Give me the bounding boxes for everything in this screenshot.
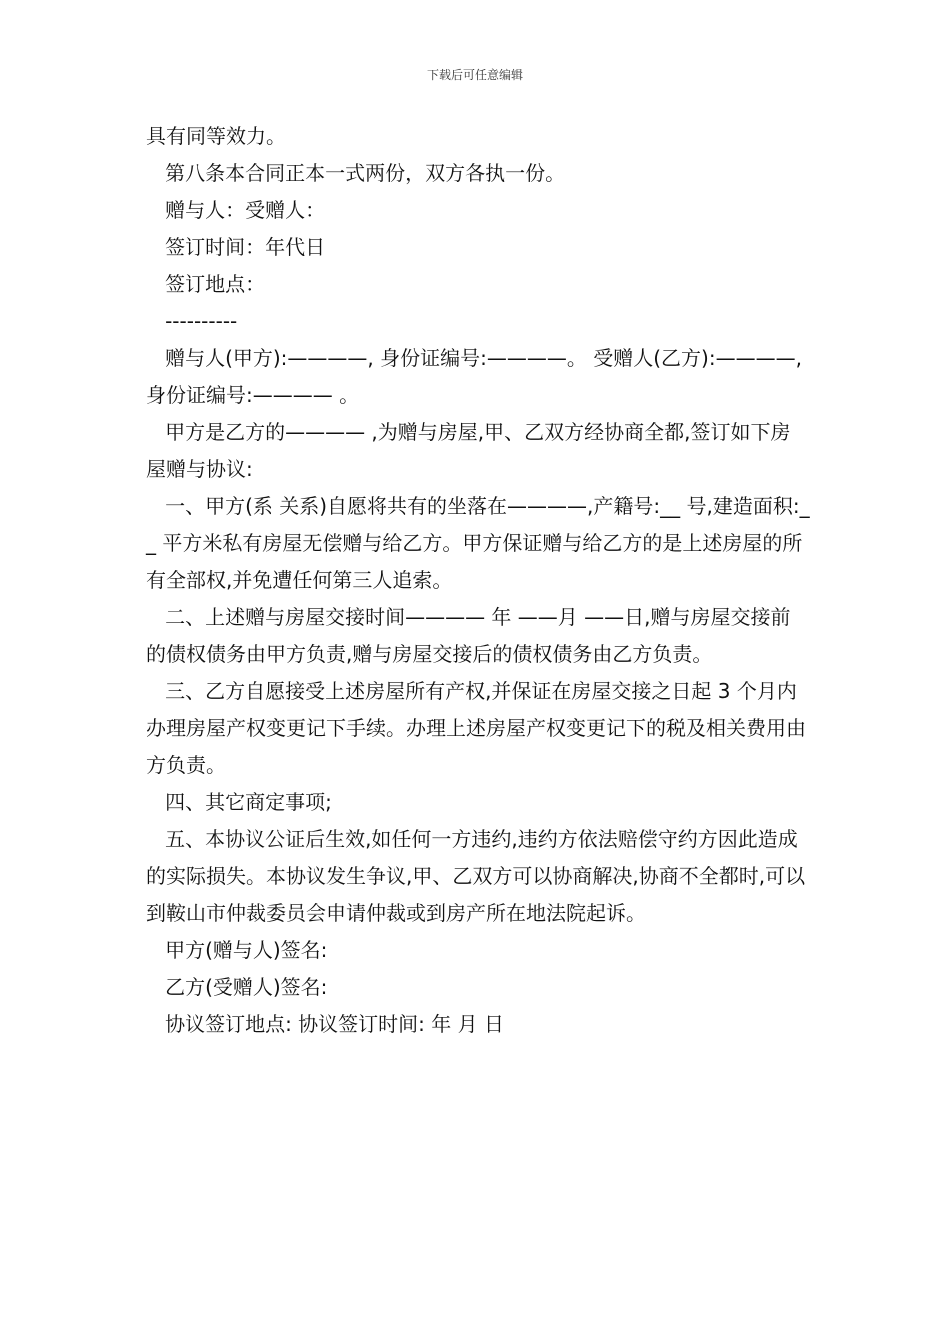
paragraph-parties: 赠与人(甲方):————, 身份证编号:————。 受赠人(乙方):————, 身份证编号:———— 。 — [146, 346, 809, 407]
paragraph-2: 第八条本合同正本一式两份，双方各执一份。 — [146, 161, 566, 185]
paragraph-clause-2: 二、上述赠与房屋交接时间———— 年 ——月 ——日,赠与房屋交接前的债权债务由甲方负责,赠与房屋交接后的债权债务由乙方负责。 — [146, 605, 791, 666]
paragraph-clause-1: 一、甲方(系 关系)自愿将共有的坐落在————,产籍号:__ 号,建造面积:__ 平方米私有房屋无偿赠与给乙方。甲方保证赠与给乙方的是上述房屋的所有全部权,并免遭任何第三人追索。 — [146, 494, 810, 592]
paragraph-4: 签订时间：年代日 — [146, 235, 326, 259]
document-body — [146, 118, 813, 1043]
paragraph-3: 赠与人：受赠人： — [146, 198, 326, 222]
signature-party-a: 甲方(赠与人)签名: — [146, 938, 328, 962]
paragraph-5: 签订地点： — [146, 272, 266, 296]
paragraph-clause-5: 五、本协议公证后生效,如任何一方违约,违约方依法赔偿守约方因此造成的实际损失。本协议发生争议,甲、乙双方可以协商解决,协商不全都时,可以到鞍山市仲裁委员会申请仲裁或到房产所在地法院起诉。 — [146, 827, 806, 925]
paragraph-clause-3: 三、乙方自愿接受上述房屋所有产权,并保证在房屋交接之日起 3 个月内办理房屋产权变更记下手续。办理上述房屋产权变更记下的税及相关费用由 方负责。 — [146, 679, 813, 777]
paragraph-1: 具有同等效力。 — [146, 124, 286, 148]
page-header: 下载后可任意编辑 — [426, 68, 523, 82]
paragraph-intro: 甲方是乙方的———— ,为赠与房屋,甲、乙双方经协商全都,签订如下房屋赠与协议: — [146, 420, 791, 481]
separator-line: ---------- — [146, 309, 238, 333]
paragraph-clause-4: 四、其它商定事项; — [146, 790, 332, 814]
signature-party-b: 乙方(受赠人)签名: — [146, 975, 328, 999]
signing-place-time: 协议签订地点: 协议签订时间: 年 月 日 — [146, 1012, 504, 1036]
